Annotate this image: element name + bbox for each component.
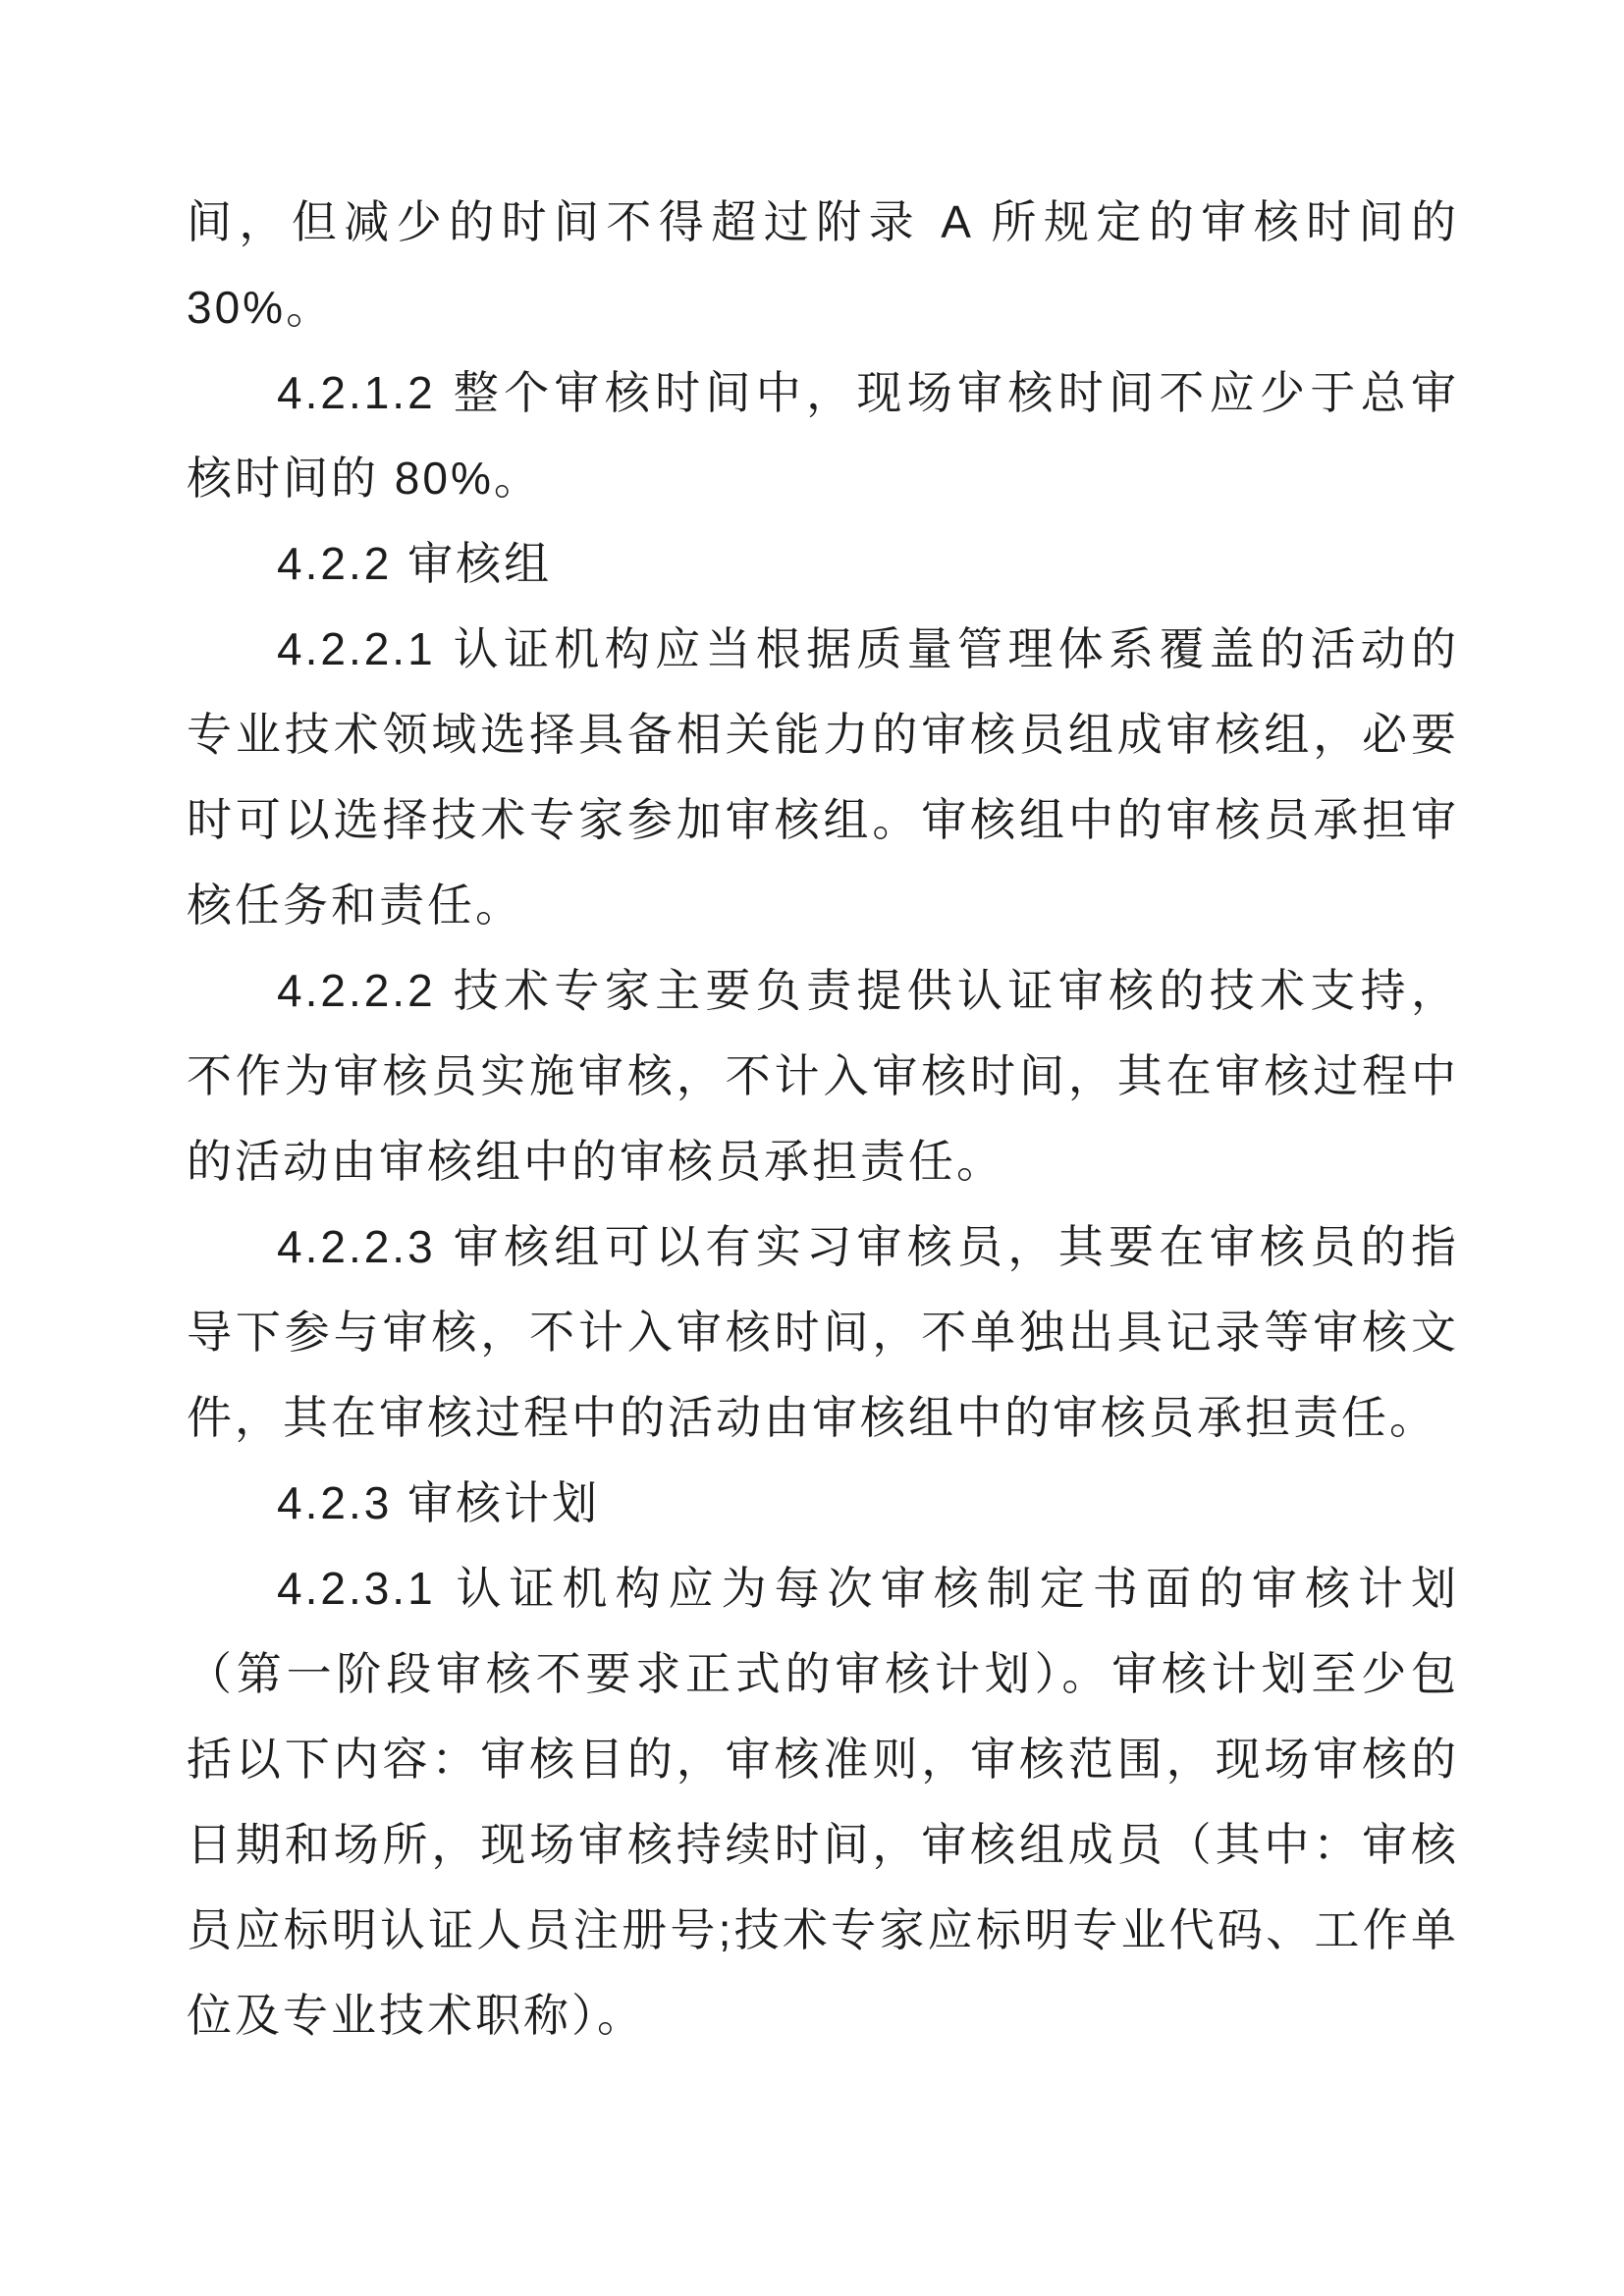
paragraph-4-2-2-3: 4.2.2.3 审核组可以有实习审核员，其要在审核员的指导下参与审核，不计入审核时间，不单独出具记录等审核文件，其在审核过程中的活动由审核组中的审核员承担责任。 xyxy=(187,1221,1459,1443)
paragraph-continuation: 间，但减少的时间不得超过附录 A 所规定的审核时间的 30%。 xyxy=(187,196,1459,333)
section-heading-4-2-3: 4.2.3 审核计划 xyxy=(277,1477,601,1528)
paragraph-4-2-3-1: 4.2.3.1 认证机构应为每次审核制定书面的审核计划（第一阶段审核不要求正式的审核计划）。审核计划至少包括以下内容：审核目的，审核准则，审核范围，现场审核的日期和场所，现场审核持续时间，审核组成员（其中：审核员应标明认证人员注册号;技术专家应标明专业代码、工作单位及专业技术职称）。 xyxy=(187,1563,1459,2041)
section-heading-4-2-2: 4.2.2 审核组 xyxy=(277,538,553,589)
paragraph-4-2-2-1: 4.2.2.1 认证机构应当根据质量管理体系覆盖的活动的专业技术领域选择具备相关能力的审核员组成审核组，必要时可以选择技术专家参加审核组。审核组中的审核员承担审核任务和责任。 xyxy=(187,623,1459,931)
paragraph-4-2-2-2: 4.2.2.2 技术专家主要负责提供认证审核的技术支持，不作为审核员实施审核，不计入审核时间，其在审核过程中的活动由审核组中的审核员承担责任。 xyxy=(187,965,1459,1187)
paragraph-4-2-1-2: 4.2.1.2 整个审核时间中，现场审核时间不应少于总审核时间的 80%。 xyxy=(187,367,1459,504)
